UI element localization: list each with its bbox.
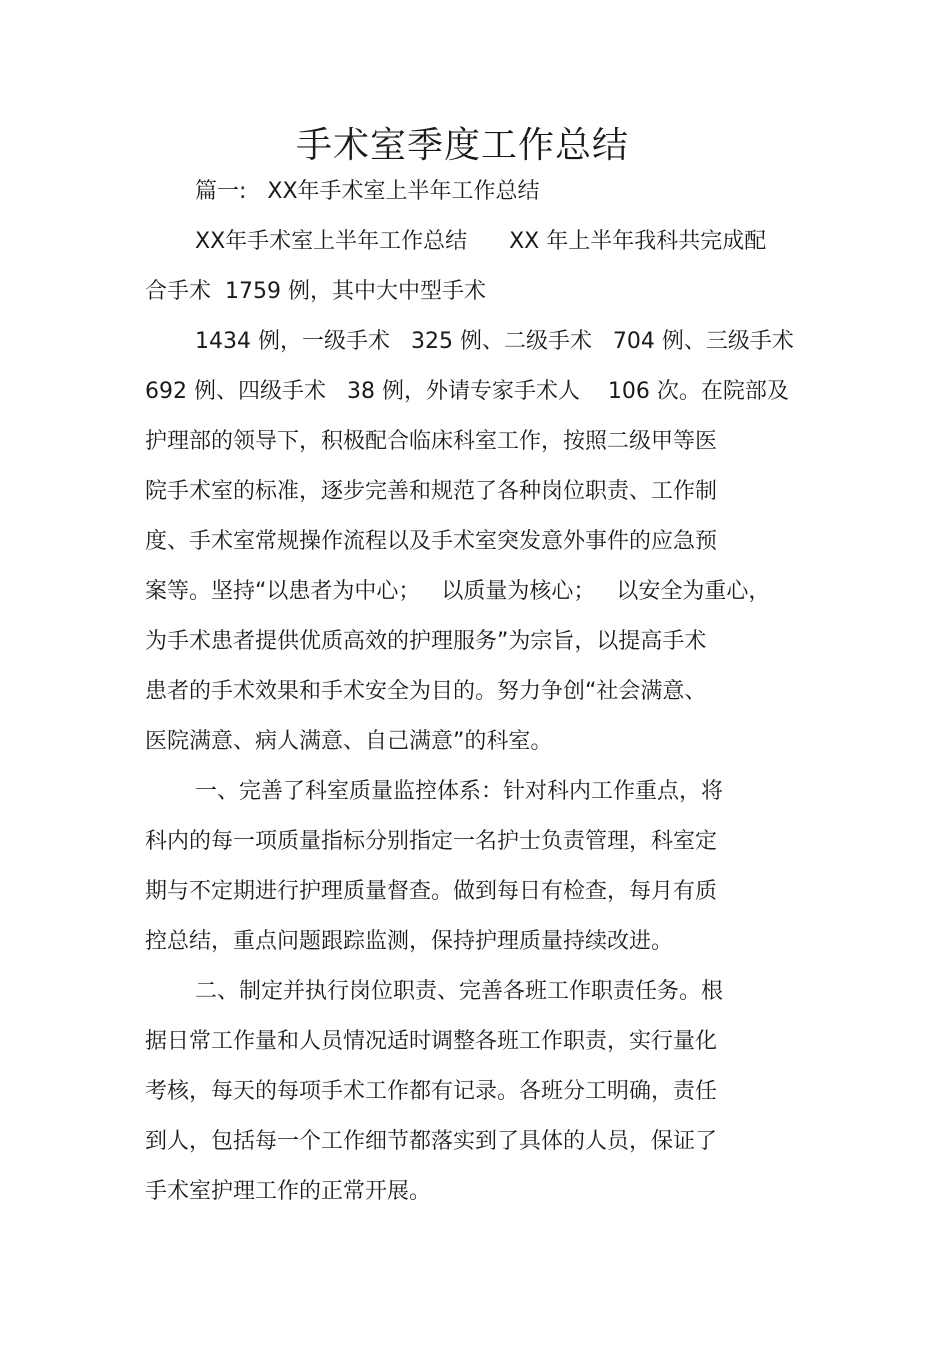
paragraph-line: 期与不定期进行护理质量督查。做到每日有检查，每月有质 [145, 879, 718, 904]
paragraph-line: 到人，包括每一个工作细节都落实到了具体的人员，保证了 [145, 1129, 718, 1154]
paragraph-line: 患者的手术效果和手术安全为目的。努力争创“社会满意、 [145, 679, 707, 704]
paragraph-line: 科内的每一项质量指标分别指定一名护士负责管理，科室定 [145, 829, 718, 854]
section-one-line: 一、完善了科室质量监控体系：针对科内工作重点，将 [195, 779, 724, 804]
paragraph-line: 考核，每天的每项手术工作都有记录。各班分工明确，责任 [145, 1079, 718, 1104]
paragraph-line: 合手术 1759 例，其中大中型手术 [145, 279, 486, 304]
paragraph-line: 度、手术室常规操作流程以及手术室突发意外事件的应急预 [145, 529, 718, 554]
section-two-line: 二、制定并执行岗位职责、完善各班工作职责任务。根 [195, 979, 724, 1004]
paragraph-line: 控总结，重点问题跟踪监测，保持护理质量持续改进。 [145, 929, 674, 954]
section-heading-part-one: 篇一: XX年手术室上半年工作总结 [195, 179, 540, 204]
paragraph-line: 据日常工作量和人员情况适时调整各班工作职责，实行量化 [145, 1029, 718, 1054]
paragraph-line: XX年手术室上半年工作总结 XX 年上半年我科共完成配 [195, 229, 767, 254]
paragraph-line: 医院满意、病人满意、自己满意”的科室。 [145, 729, 553, 754]
paragraph-line: 院手术室的标准，逐步完善和规范了各种岗位职责、工作制 [145, 479, 718, 504]
paragraph-line: 692 例、四级手术 38 例，外请专家手术人 106 次。在院部及 [145, 379, 789, 404]
paragraph-line: 案等。坚持“以患者为中心； 以质量为核心； 以安全为重心， [145, 579, 771, 604]
paragraph-line: 手术室护理工作的正常开展。 [145, 1179, 432, 1204]
document-title: 手术室季度工作总结 [295, 125, 629, 166]
paragraph-line: 1434 例，一级手术 325 例、二级手术 704 例、三级手术 [195, 329, 794, 354]
paragraph-line: 护理部的领导下，积极配合临床科室工作，按照二级甲等医 [145, 429, 718, 454]
paragraph-line: 为手术患者提供优质高效的护理服务”为宗旨，以提高手术 [145, 629, 707, 654]
